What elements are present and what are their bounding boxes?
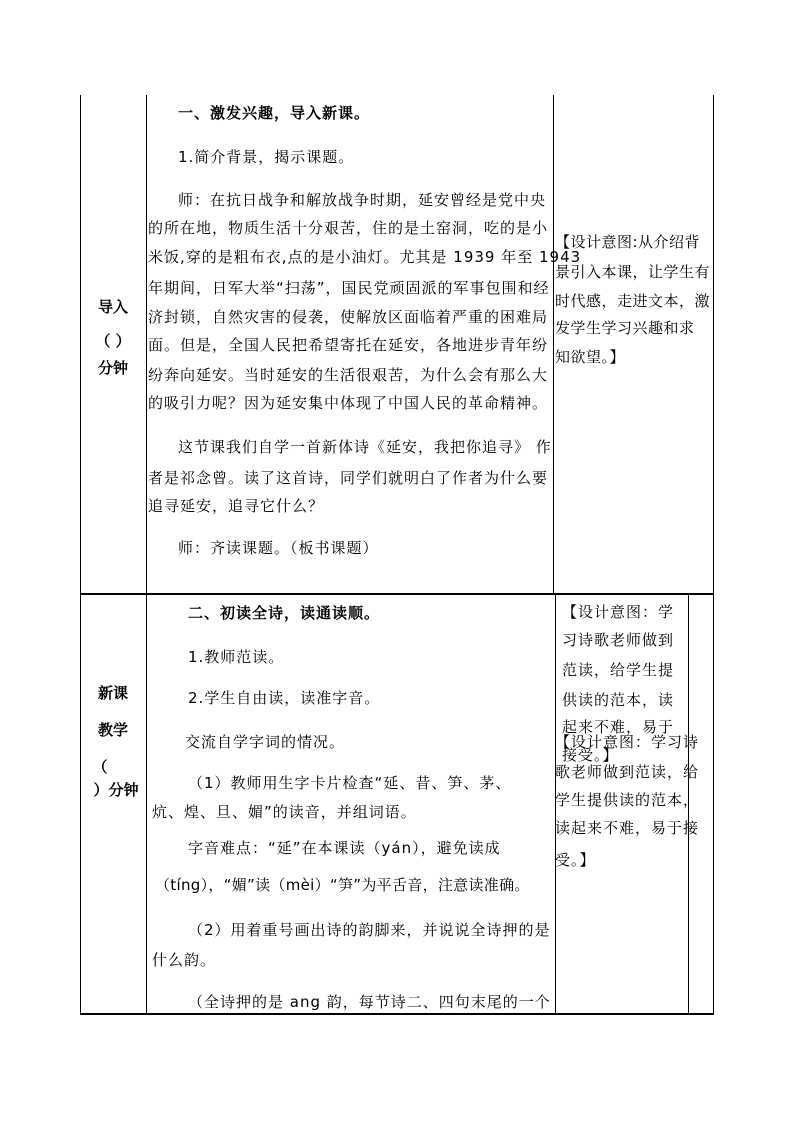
newlesson-design-b-line: 读起来不难，易于接 <box>555 819 700 837</box>
newlesson-heading: 二、初读全诗，读通读顺。 <box>188 604 381 622</box>
intro-para1-line: 师：在抗日战争和解放战争时期，延安曾经是党中央 <box>178 191 547 209</box>
intro-para1-line: 的吸引力呢？因为延安集中体现了中国人民的革命精神。 <box>148 394 549 412</box>
intro-para2-line: 这节课我们自学一首新体诗《延安，我把你追寻》 作 <box>178 438 552 456</box>
newlesson-line: （1）教师用生字卡片检查“延、昔、笋、茅、 <box>188 774 512 792</box>
newlesson-design-b-line: 歌老师做到范读，给 <box>555 763 700 781</box>
newlesson-line: （全诗押的是 ang 韵，每节诗二、四句末尾的一个 <box>188 993 551 1011</box>
intro-heading: 一、激发兴趣，导入新课。 <box>178 104 371 122</box>
intro-design-line: 发学生学习兴趣和求 <box>555 319 695 337</box>
newlesson-design-a-line: 接受。】 <box>562 746 619 764</box>
newlesson-line: （2）用着重号画出诗的韵脚来，并说说全诗押的是 <box>188 921 551 939</box>
newlesson-line: （tíng），“媚”读（mèi）“笋”为平舌音，注意读准确。 <box>155 876 530 894</box>
intro-design-line: 【设计意图:从介绍背 <box>555 233 701 251</box>
intro-para1-line: 纷奔向延安。当时延安的生活很艰苦，为什么会有那么大 <box>148 366 549 384</box>
intro-design-line: 知欲望。】 <box>555 348 626 366</box>
newlesson-line: 什么韵。 <box>152 951 217 969</box>
intro-design-line: 时代感，走进文本，激 <box>555 292 711 310</box>
newlesson-line: 炕、煌、旦、媚”的读音，并组词语。 <box>152 803 417 821</box>
intro-para1-line: 米饭,穿的是粗布衣,点的是小油灯。尤其是 1939 年至 1943 <box>148 248 582 266</box>
newlesson-design-a-line: 【设计意图：学 <box>562 603 675 621</box>
intro-minutes-blank: （ ） <box>95 332 131 350</box>
newlesson-line: 1.教师范读。 <box>188 648 285 666</box>
newlesson-design-b-line: 学生提供读的范本， <box>555 791 700 809</box>
newlesson-design-a-line: 范读，给学生提 <box>562 661 675 679</box>
intro-para2-line: 追寻延安，追寻它什么？ <box>148 497 325 515</box>
newlesson-minutes-label: ）分钟 <box>93 781 139 799</box>
newlesson-line: 2.学生自由读，读准字音。 <box>188 689 381 707</box>
newlesson-label: 教学 <box>97 721 128 739</box>
intro-para1-line: 的所在地，物质生活十分艰苦，住的是土窑洞，吃的是小 <box>148 219 549 237</box>
newlesson-design-b-line: 受。】 <box>555 851 596 869</box>
intro-design-line: 景引入本课，让学生有 <box>555 263 711 281</box>
newlesson-design-a-line: 起来不难，易于 <box>562 718 675 736</box>
newlesson-line: 交流自学字词的情况。 <box>185 733 346 751</box>
intro-step1: 1.简介背景，揭示课题。 <box>178 148 355 166</box>
newlesson-label: 新课 <box>97 684 128 702</box>
intro-label: 导入 <box>97 298 128 316</box>
newlesson-line: 字音难点：“延”在本课读（yán），避免读成 <box>188 839 501 857</box>
intro-para1-line: 济封锁，自然灾害的侵袭，使解放区面临着严重的困难局 <box>148 308 549 326</box>
intro-para3: 师：齐读课题。（板书课题） <box>178 539 379 557</box>
intro-para1-line: 年期间，日军大举“扫荡”，国民党顽固派的军事包围和经 <box>148 279 550 297</box>
intro-minutes-label: 分钟 <box>97 359 128 377</box>
intro-para2-line: 者是祁念曾。读了这首诗，同学们就明白了作者为什么要 <box>148 469 549 487</box>
newlesson-design-a-line: 习诗歌老师做到 <box>562 631 675 649</box>
newlesson-minutes-open: （ <box>92 758 108 776</box>
newlesson-design-a-line: 供读的范本，读 <box>562 691 675 709</box>
intro-para1-line: 面。但是，全国人民把希望寄托在延安，各地进步青年纷 <box>148 336 549 354</box>
newlesson-design-b-line: 【设计意图：学习诗 <box>555 733 700 751</box>
